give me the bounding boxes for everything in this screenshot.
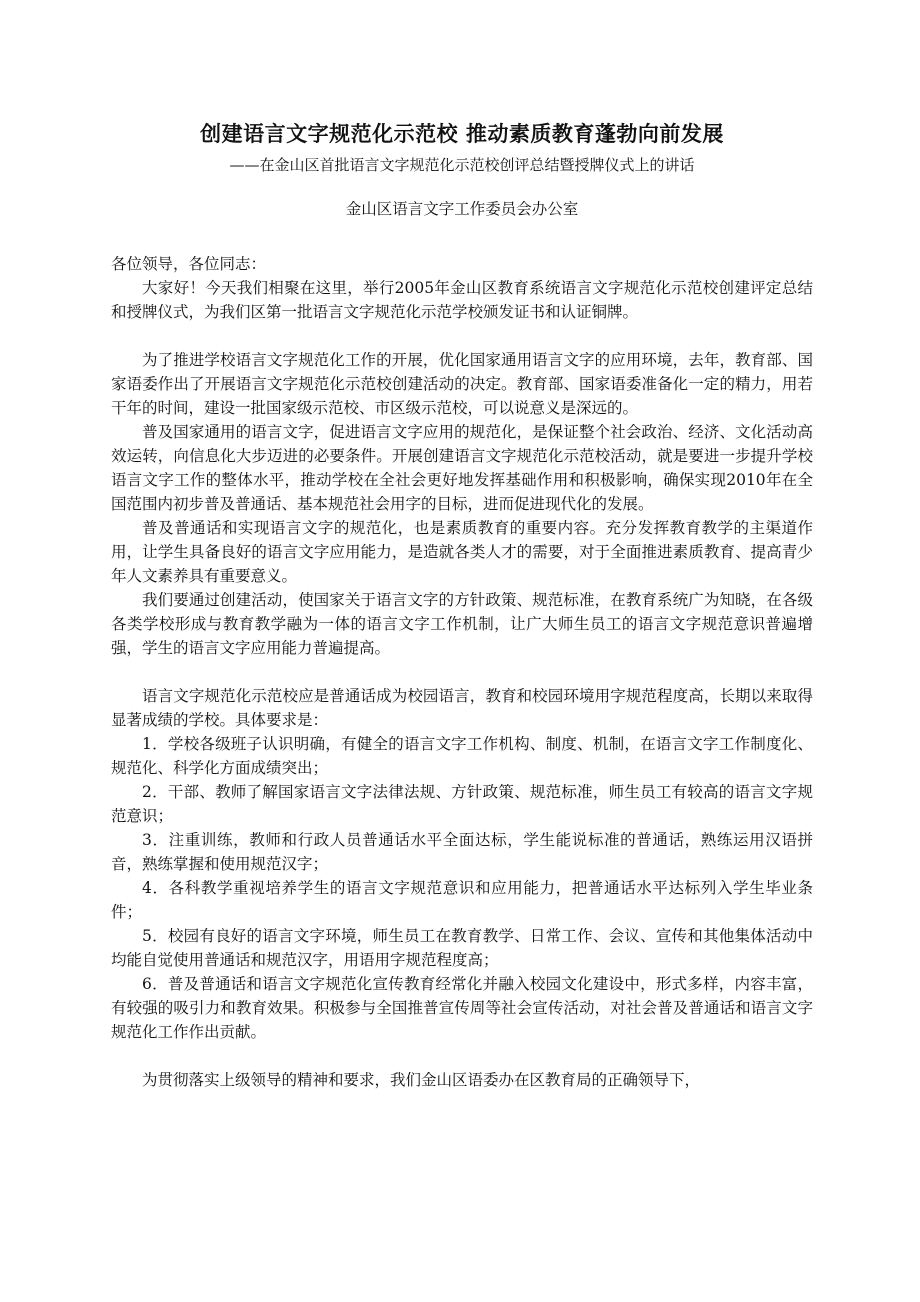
paragraph: 为贯彻落实上级领导的精神和要求，我们金山区语委办在区教育局的正确领导下，	[142, 1071, 701, 1089]
paragraph-gap	[111, 324, 813, 348]
salutation: 各位领导，各位同志：	[111, 255, 267, 273]
document-title: 创建语言文字规范化示范校 推动素质教育蓬勃向前发展	[200, 122, 724, 146]
paragraph: 我们要通过创建活动，使国家关于语言文字的方针政策、规范标准，在教育系统广为知晓，在各级各类学校形成与教育教学融为一体的语言文字工作机制，让广大师生员工的语言文字规范意识普遍增强，学生的语言文字应用能力普遍提高。	[111, 591, 813, 657]
requirement-item: 3．注重训练，教师和行政人员普通话水平全面达标，学生能说标准的普通话，熟练运用汉语拼音，熟练掌握和使用规范汉字；	[111, 831, 813, 873]
requirement-item: 6．普及普通话和语言文字规范化宣传教育经常化并融入校园文化建设中，形式多样，内容丰富，有较强的吸引力和教育效果。积极参与全国推普宣传周等社会宣传活动，对社会普及普通话和语言文字规范化工作作出贡献。	[111, 975, 813, 1041]
paragraph: 普及普通话和实现语言文字的规范化，也是素质教育的重要内容。充分发挥教育教学的主渠道作用，让学生具备良好的语言文字应用能力，是造就各类人才的需要，对于全面推进素质教育、提高青少年人文素养具有重要意义。	[111, 519, 813, 585]
requirement-item: 5．校园有良好的语言文字环境，师生员工在教育教学、日常工作、会议、宣传和其他集体活动中均能自觉使用普通话和规范汉字，用语用字规范程度高；	[111, 927, 813, 969]
document-page	[111, 118, 813, 1092]
document-author: 金山区语言文字工作委员会办公室	[345, 200, 579, 218]
requirement-item: 2．干部、教师了解国家语言文字法律法规、方针政策、规范标准，师生员工有较高的语言文字规范意识；	[111, 783, 813, 825]
paragraph: 大家好！今天我们相聚在这里，举行2005年金山区教育系统语言文字规范化示范校创建评定总结和授牌仪式，为我们区第一批语言文字规范化示范学校颁发证书和认证铜牌。	[111, 279, 813, 321]
requirement-item: 1．学校各级班子认识明确，有健全的语言文字工作机构、制度、机制，在语言文字工作制度化、规范化、科学化方面成绩突出；	[111, 735, 813, 777]
paragraph: 为了推进学校语言文字规范化工作的开展，优化国家通用语言文字的应用环境，去年，教育部、国家语委作出了开展语言文字规范化示范校创建活动的决定。教育部、国家语委准备化一定的精力，用若干年的时间，建设一批国家级示范校、市区级示范校，可以说意义是深远的。	[111, 351, 813, 417]
paragraph-gap	[111, 1044, 813, 1068]
requirement-item: 4．各科教学重视培养学生的语言文字规范意识和应用能力，把普通话水平达标列入学生毕业条件；	[111, 879, 813, 921]
paragraph: 语言文字规范化示范校应是普通话成为校园语言，教育和校园环境用字规范程度高，长期以来取得显著成绩的学校。具体要求是：	[111, 687, 813, 729]
document-subtitle: ——在金山区首批语言文字规范化示范校创评总结暨授牌仪式上的讲话	[229, 156, 695, 174]
paragraph-gap	[111, 660, 813, 684]
paragraph: 普及国家通用的语言文字，促进语言文字应用的规范化，是保证整个社会政治、经济、文化活动高效运转，向信息化大步迈进的必要条件。开展创建语言文字规范化示范校活动，就是要进一步提升学校语言文字工作的整体水平，推动学校在全社会更好地发挥基础作用和积极影响，确保实现2010年在全国范围内初步普及普通话、基本规范社会用字的目标，进而促进现代化的发展。	[111, 423, 813, 513]
